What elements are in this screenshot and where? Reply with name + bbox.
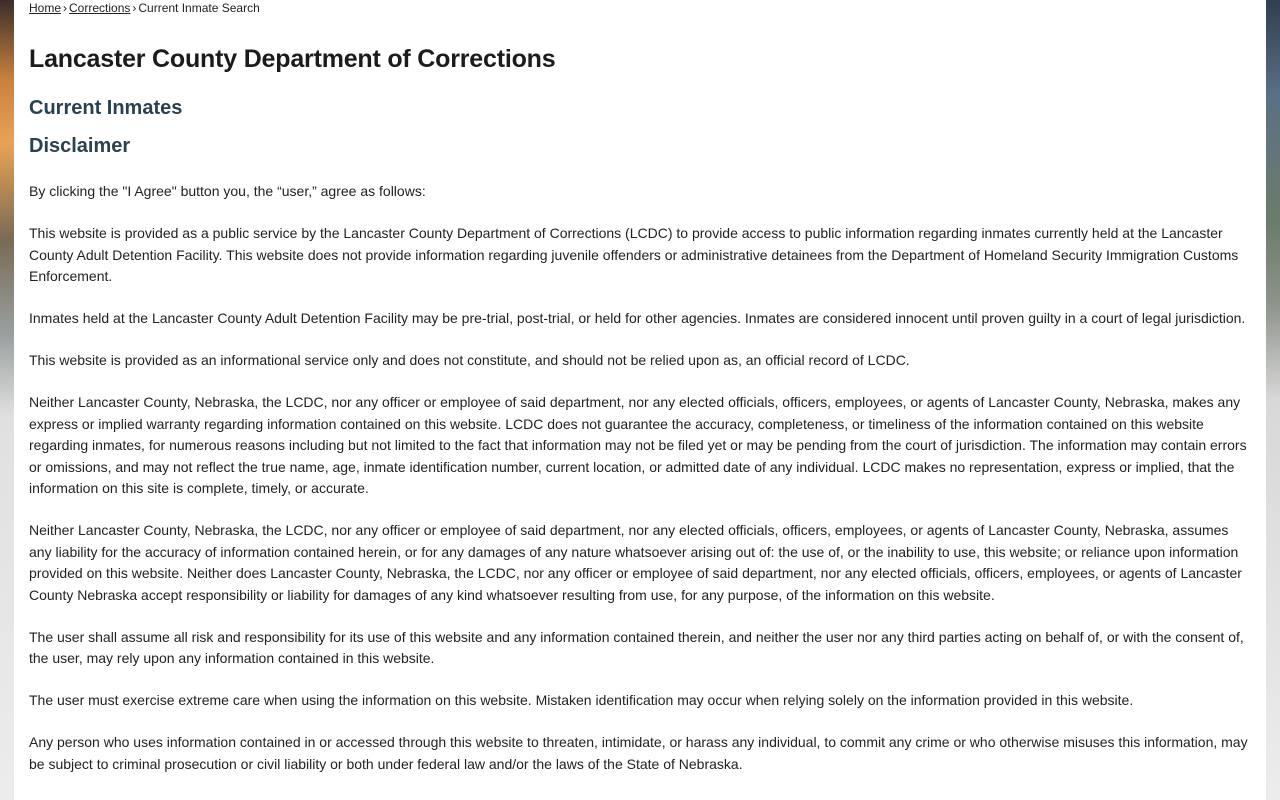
background-photo-right	[1266, 0, 1280, 800]
background-photo-left	[0, 0, 14, 800]
main-content-panel	[14, 0, 1266, 800]
disclaimer-paragraph-pretrial: Inmates held at the Lancaster County Adult Detention Facility may be pre-trial, post-trial, or held for other agencies. Inmates are considered innocent until proven guilty in a court of legal jurisdiction.	[29, 310, 1246, 326]
disclaimer-paragraph-liability: Neither Lancaster County, Nebraska, the LCDC, nor any officer or employee of said department, nor any elected officials, officers, employees, or agents of Lancaster County, Nebraska, assumes any liability for the accuracy of information contained herein, or for any damages of any nature whatsoever arising out of: the use of, or the inability to use, this website; or reliance upon information provided on this website. Neither does Lancaster County, Nebraska, the LCDC, nor any officer or employee of said department, nor any elected officials, officers, employees, or agents of Lancaster County Nebraska accept responsibility or liability for damages of any kind whatsoever resulting from use, for any purpose, of the information on this website.	[29, 522, 1242, 603]
disclaimer-paragraph-warranty: Neither Lancaster County, Nebraska, the LCDC, nor any officer or employee of said department, nor any elected officials, officers, employees, or agents of Lancaster County, Nebraska, makes any express or implied warranty regarding information contained on this website. LCDC does not guarantee the accuracy, completeness, or timeliness of the information contained on this website regarding inmates, for numerous reasons including but not limited to the fact that information may not be filed yet or may be pending from the court of jurisdiction. The information may contain errors or omissions, and may not reflect the true name, age, inmate identification number, current location, or admitted date of any individual. LCDC makes no representation, express or implied, that the information on this site is complete, timely, or accurate.	[29, 394, 1247, 496]
breadcrumb-separator: ›	[63, 1, 68, 15]
disclaimer-paragraph-agree: By clicking the "I Agree" button you, the “user,” agree as follows:	[29, 183, 426, 199]
breadcrumb-corrections-link[interactable]: Corrections	[69, 1, 131, 15]
disclaimer-text	[29, 181, 1251, 775]
disclaimer-paragraph-user-risk: The user shall assume all risk and responsibility for its use of this website and any information contained therein, and neither the user nor any third parties acting on behalf of, or with the consent of, the user, may rely upon any information contained in this website.	[29, 628, 1244, 666]
content-area	[14, 0, 1266, 775]
disclaimer-paragraph-misuse: Any person who uses information contained in or accessed through this website to threaten, intimidate, or harass any individual, to commit any crime or who otherwise misuses this information, may be subject to criminal prosecution or civil liability or both under federal law and/or the laws of the State of Nebraska.	[29, 734, 1248, 772]
section-title-current-inmates: Current Inmates	[29, 97, 183, 119]
breadcrumb-separator: ›	[132, 1, 137, 15]
breadcrumb-home-link[interactable]: Home	[29, 1, 62, 15]
disclaimer-paragraph-public-service: This website is provided as a public service by the Lancaster County Department of Corrections (LCDC) to provide access to public information regarding inmates currently held at the Lancaster County Adult Detention Facility. This website does not provide information regarding juvenile offenders or administrative detainees from the Department of Homeland Security Immigration Customs Enforcement.	[29, 225, 1239, 284]
disclaimer-paragraph-extreme-care: The user must exercise extreme care when using the information on this website. Mistaken identification may occur when relying solely on the information provided in this website.	[29, 692, 1134, 708]
disclaimer-paragraph-informational: This website is provided as an informational service only and does not constitute, and should not be relied upon as, an official record of LCDC.	[29, 352, 910, 368]
breadcrumb-current: Current Inmate Search	[138, 1, 260, 15]
breadcrumb	[29, 0, 1251, 16]
page-title: Lancaster County Department of Corrections	[29, 45, 556, 73]
section-title-disclaimer: Disclaimer	[29, 135, 131, 157]
